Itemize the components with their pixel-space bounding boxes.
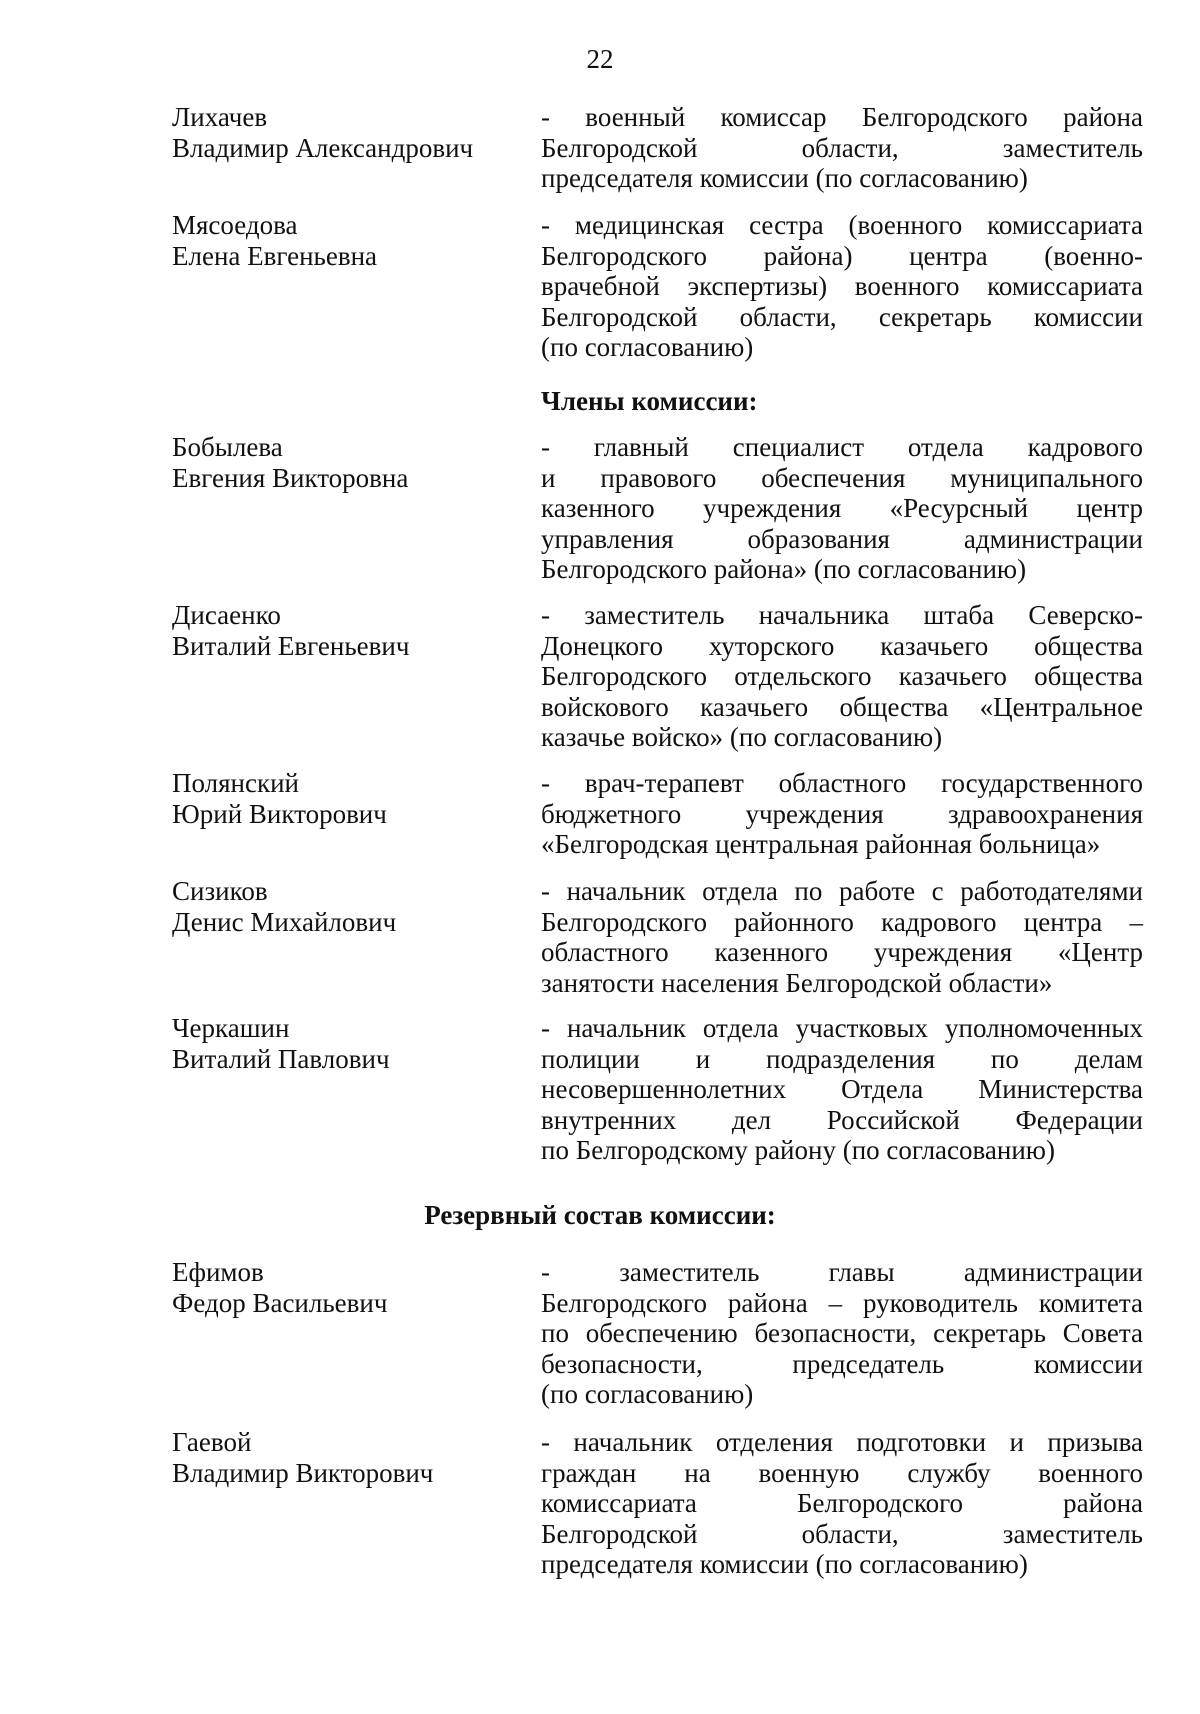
member-given-names: Елена Евгеньевна [172, 240, 378, 271]
position-line: - главный специалист отдела кадрового [541, 432, 1143, 462]
member-surname: Гаевой [172, 1427, 252, 1457]
position-line: казачье войско» (по согласованию) [541, 722, 943, 752]
position-line: полиции и подразделения по делам [541, 1043, 1143, 1074]
members-heading: Члены комиссии: [541, 386, 758, 416]
position-line: внутренних дел Российской Федерации [541, 1104, 1143, 1135]
member-surname: Бобылева [172, 432, 283, 462]
position-line: и правового обеспечения муниципального [541, 462, 1143, 493]
member-position [541, 432, 1143, 585]
position-line: - начальник отдела участковых уполномоченных [541, 1013, 1143, 1043]
member-surname: Мясоедова [172, 210, 298, 240]
member-given-names: Евгения Викторовна [172, 462, 409, 493]
member-given-names: Юрий Викторович [172, 798, 387, 829]
member-given-names: Федор Васильевич [172, 1287, 388, 1318]
member-name [172, 1427, 532, 1488]
member-position [541, 210, 1143, 363]
member-name [172, 432, 532, 493]
position-line: казенного учреждения «Ресурсный центр [541, 493, 1143, 523]
member-surname: Лихачев [172, 102, 268, 132]
position-line: Белгородской области, заместитель [541, 1518, 1143, 1549]
position-line: - заместитель начальника штаба Северско- [541, 600, 1143, 630]
position-line: председателя комиссии (по согласованию) [541, 163, 1028, 193]
position-line: Белгородского района – руководитель комитета [541, 1287, 1143, 1318]
position-line: - начальник отдела по работе с работодателями [541, 876, 1143, 906]
position-line: Белгородского района» (по согласованию) [541, 554, 1027, 584]
member-position [541, 1427, 1143, 1580]
position-line: - заместитель главы администрации [541, 1257, 1143, 1287]
position-line: врачебной экспертизы) военного комиссариата [541, 271, 1143, 301]
member-name [172, 1257, 532, 1318]
position-line: (по согласованию) [541, 332, 754, 362]
position-line: - медицинская сестра (военного комиссариата [541, 210, 1143, 240]
position-line: Белгородского района) центра (военно- [541, 240, 1143, 271]
member-surname: Черкашин [172, 1013, 290, 1043]
position-line: Белгородского отдельского казачьего общества [541, 661, 1143, 691]
position-line: граждан на военную службу военного [541, 1457, 1143, 1488]
member-surname: Сизиков [172, 876, 268, 906]
position-line: (по согласованию) [541, 1379, 754, 1409]
member-surname: Полянский [172, 768, 299, 798]
position-line: бюджетного учреждения здравоохранения [541, 798, 1143, 829]
member-position [541, 876, 1143, 998]
member-name [172, 1013, 532, 1074]
position-line: областного казенного учреждения «Центр [541, 937, 1143, 967]
position-line: войскового казачьего общества «Центральное [541, 691, 1143, 722]
member-given-names: Виталий Павлович [172, 1043, 390, 1074]
member-position [541, 768, 1143, 860]
position-line: «Белгородская центральная районная больница» [541, 829, 1101, 859]
member-position [541, 1257, 1143, 1410]
position-line: - начальник отделения подготовки и призыва [541, 1427, 1143, 1457]
member-given-names: Виталий Евгеньевич [172, 630, 410, 661]
member-given-names: Денис Михайлович [172, 906, 397, 937]
member-position [541, 102, 1143, 194]
member-name [172, 210, 532, 271]
position-line: безопасности, председатель комиссии [541, 1348, 1143, 1379]
member-name [172, 102, 532, 163]
position-line: Белгородской области, заместитель [541, 132, 1143, 163]
member-surname: Ефимов [172, 1257, 264, 1287]
position-line: несовершеннолетних Отдела Министерства [541, 1074, 1143, 1104]
member-position [541, 600, 1143, 753]
member-given-names: Владимир Викторович [172, 1457, 434, 1488]
position-line: занятости населения Белгородской области» [541, 967, 1053, 998]
member-name [172, 876, 532, 937]
member-name [172, 600, 532, 661]
position-line: управления образования администрации [541, 523, 1143, 554]
member-surname: Дисаенко [172, 600, 281, 630]
position-line: - врач-терапевт областного государственного [541, 768, 1143, 798]
position-line: Донецкого хуторского казачьего общества [541, 630, 1143, 661]
member-position [541, 1013, 1143, 1166]
reserve-heading: Резервный состав комиссии: [424, 1200, 776, 1230]
position-line: председателя комиссии (по согласованию) [541, 1549, 1028, 1579]
position-line: Белгородского районного кадрового центра – [541, 906, 1143, 937]
position-line: Белгородской области, секретарь комиссии [541, 301, 1143, 332]
member-given-names: Владимир Александрович [172, 132, 474, 163]
position-line: по Белгородскому району (по согласованию) [541, 1135, 1055, 1165]
position-line: по обеспечению безопасности, секретарь Совета [541, 1318, 1143, 1348]
position-line: - военный комиссар Белгородского района [541, 102, 1143, 132]
page-number: 22 [586, 44, 614, 74]
member-name [172, 768, 532, 829]
position-line: комиссариата Белгородского района [541, 1488, 1143, 1518]
